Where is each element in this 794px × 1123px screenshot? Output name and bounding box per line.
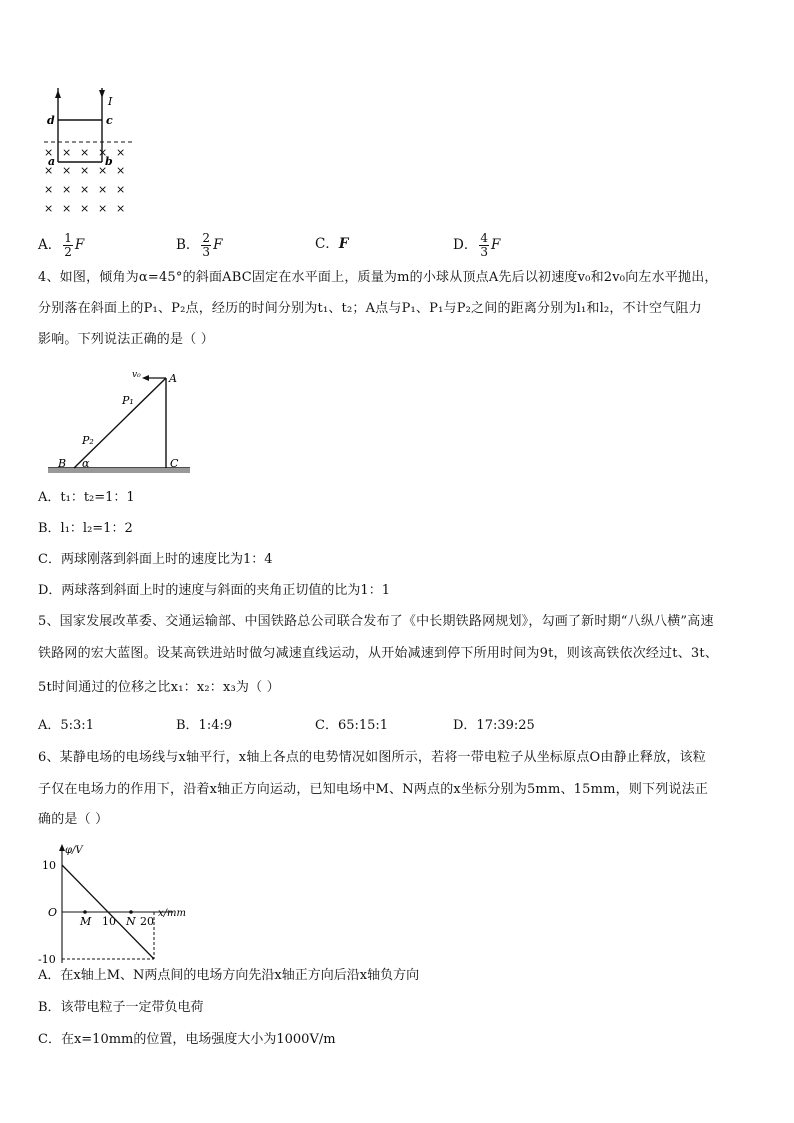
velocity-arrow-head-icon: [142, 375, 149, 381]
y-tick-label: -10: [38, 953, 56, 966]
option-letter: C．: [315, 236, 339, 252]
q6-line-3: 确的是（ ）: [38, 812, 109, 827]
field-cross: ×: [98, 183, 108, 196]
field-cross: ×: [116, 183, 126, 196]
q5-line-2: 铁路网的宏大蓝图。设某高铁进站时做匀减速直线运动，从开始减速到停下所用时间为9t，则该高铁依次经过t、3t、: [38, 646, 719, 661]
field-cross: ×: [62, 183, 72, 196]
q6-option-c: C．在x=10mm的位置，电场强度大小为1000V/m: [38, 1032, 336, 1047]
q5-option-b: B．1:4:9: [176, 718, 233, 733]
field-cross: ×: [44, 164, 54, 177]
q4-option-a: A．t₁：t₂=1：1: [38, 490, 135, 505]
label-P2: P₂: [82, 434, 94, 447]
field-cross: ×: [116, 202, 126, 215]
x-tick-label: 10: [102, 915, 116, 928]
field-cross: ×: [80, 164, 90, 177]
field-cross: ×: [116, 164, 126, 177]
q4-line-2: 分别落在斜面上的P₁、P₂点，经历的时间分别为t₁、t₂；A点与P₁、P₁与P₂之间的距离分别为l₁和l₂，不计空气阻力: [38, 301, 702, 316]
label-B: B: [58, 457, 67, 470]
incline-figure: [44, 366, 194, 478]
field-cross: ×: [62, 146, 72, 159]
q4-option-b: B．l₁：l₂=1：2: [38, 521, 133, 536]
y-axis-label: φ/V: [65, 845, 83, 856]
point-N: [129, 910, 133, 914]
q3-option-c: [315, 234, 348, 254]
label-b: b: [105, 155, 113, 168]
q3-option-b: [176, 232, 222, 259]
label-v0: v₀: [132, 370, 141, 380]
field-cross: ×: [98, 164, 108, 177]
chart-axes: [38, 844, 186, 966]
field-cross: ×: [98, 202, 108, 215]
field-cross: ×: [80, 183, 90, 196]
loop-magnetic-field-figure: [36, 86, 146, 218]
magnetic-field-crosses: [44, 146, 125, 215]
q4-line-3: 影响。下列说法正确的是（ ）: [38, 332, 214, 347]
point-M: [83, 910, 87, 914]
y-tick-label: 10: [42, 859, 56, 872]
option-unit: F: [490, 237, 501, 253]
field-cross: ×: [80, 202, 90, 215]
label-a: a: [48, 155, 56, 168]
label-alpha: α: [82, 457, 90, 470]
numerator: 1: [64, 231, 72, 245]
field-cross: ×: [44, 202, 54, 215]
q5-line-3: 5t时间通过的位移之比x₁：x₂：x₃为（ ）: [38, 680, 280, 695]
label-I: I: [108, 95, 113, 108]
origin-label: O: [48, 906, 58, 919]
right-wire-arrow-icon: [99, 90, 105, 98]
q5-option-d: D．17:39:25: [453, 718, 535, 733]
field-cross: ×: [62, 202, 72, 215]
q6-line-2: 子仅在电场力的作用下，沿着x轴正方向运动，已知电场中M、N两点的x坐标分别为5mm、15mm，则下列说法正: [38, 782, 709, 797]
x-axis-label: x/mm: [158, 908, 186, 919]
x-tick-label: 20: [140, 915, 154, 928]
option-unit: F: [74, 237, 85, 253]
q6-line-1: 6、某静电场的电场线与x轴平行，x轴上各点的电势情况如图所示，若将一带电粒子从坐标原点O由静止释放，该粒: [38, 750, 706, 765]
potential-chart: [34, 842, 224, 966]
field-cross: ×: [98, 146, 108, 159]
q5-line-1: 5、国家发展改革委、交通运输部、中国铁路总公司联合发布了《中长期铁路网规划》，勾画了新时期“八纵八横”高速: [38, 614, 714, 629]
label-d: d: [47, 114, 55, 127]
denominator: 3: [202, 245, 211, 259]
left-wire-arrow-icon: [55, 90, 61, 98]
label-A: A: [169, 372, 177, 385]
q4-option-d: D．两球落到斜面上时的速度与斜面的夹角正切值的比为1：1: [38, 583, 390, 598]
fraction-2-3: [201, 232, 211, 259]
incline-edge: [74, 378, 166, 468]
q6-option-a: A．在x轴上M、N两点间的电场方向先沿x轴正方向后沿x轴负方向: [38, 968, 420, 983]
q5-option-a: A．5:3:1: [38, 718, 94, 733]
fraction-1-2: [63, 232, 73, 259]
numerator: 4: [480, 231, 488, 245]
denominator: 3: [480, 245, 488, 259]
q6-option-b: B．该带电粒子一定带负电荷: [38, 1000, 204, 1015]
q3-option-a: [38, 232, 84, 259]
field-cross: ×: [116, 146, 126, 159]
option-letter: D．: [453, 237, 478, 253]
q4-option-c: C．两球刚落到斜面上时的速度比为1：4: [38, 552, 273, 567]
label-C: C: [170, 457, 179, 470]
field-cross: ×: [44, 146, 54, 159]
option-text: F: [338, 236, 349, 252]
option-letter: A．: [38, 237, 62, 253]
point-label: N: [126, 915, 136, 928]
label-P1: P₁: [122, 394, 134, 407]
option-unit: F: [213, 237, 223, 253]
ground-hatch: [48, 468, 190, 473]
q4-line-1: 4、如图，倾角为α=45°的斜面ABC固定在水平面上，质量为m的小球从顶点A先后以初速度v₀和2v₀向左水平抛出，: [38, 270, 718, 285]
option-letter: B．: [176, 237, 200, 253]
q5-option-c: C．65:15:1: [315, 718, 389, 733]
fraction-4-3: [479, 232, 489, 259]
denominator: 2: [64, 245, 72, 259]
field-cross: ×: [62, 164, 72, 177]
field-cross: ×: [44, 183, 54, 196]
label-c: c: [106, 114, 113, 127]
point-label: M: [80, 915, 92, 928]
numerator: 2: [202, 231, 211, 245]
field-cross: ×: [80, 146, 90, 159]
q3-option-d: [453, 232, 500, 259]
